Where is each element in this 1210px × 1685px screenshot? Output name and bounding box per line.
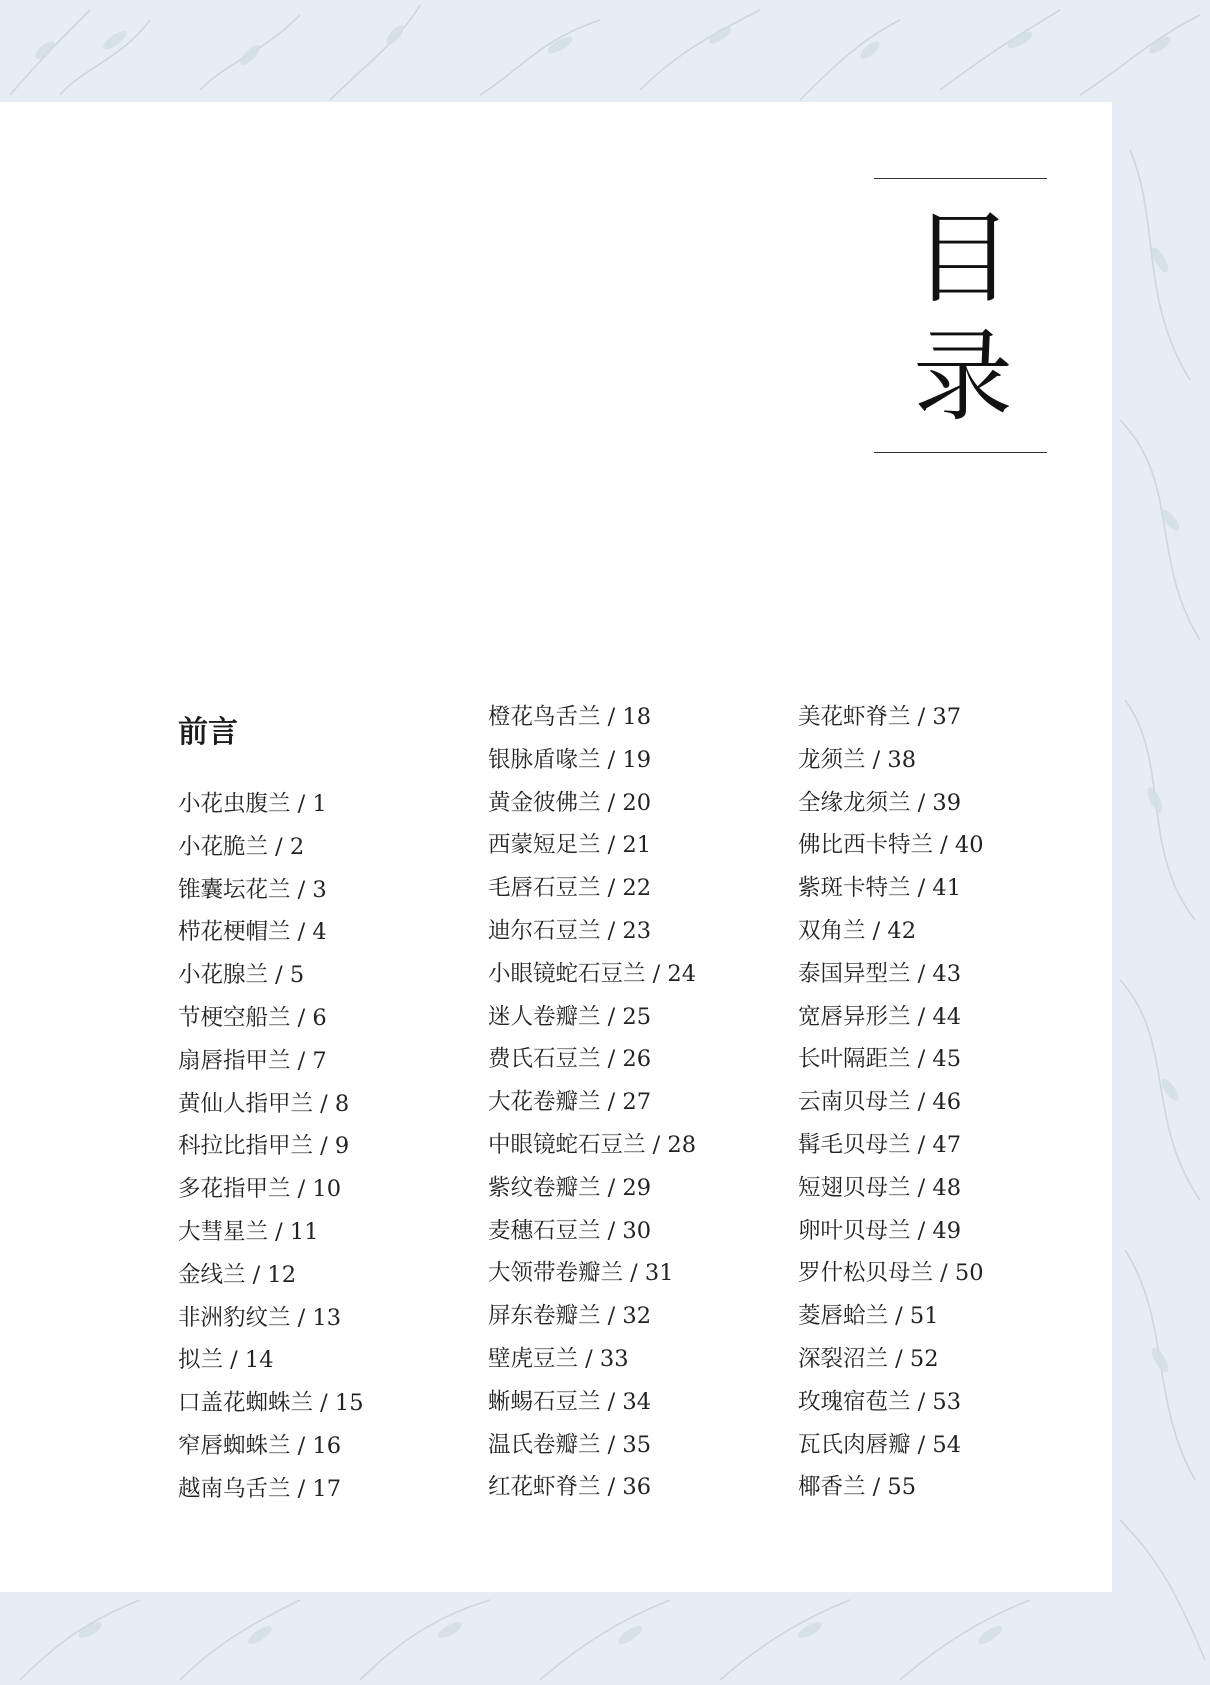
toc-entry[interactable]: 罗什松贝母兰 / 50: [798, 1260, 984, 1287]
toc-entry[interactable]: 金线兰 / 12: [178, 1261, 297, 1288]
toc-entry[interactable]: 多花指甲兰 / 10: [178, 1176, 342, 1203]
toc-entry[interactable]: 深裂沼兰 / 52: [798, 1346, 939, 1372]
toc-entry[interactable]: 大花卷瓣兰 / 27: [488, 1089, 652, 1116]
toc-entry[interactable]: 红花虾脊兰 / 36: [488, 1474, 652, 1501]
toc-entry[interactable]: 菱唇蛤兰 / 51: [798, 1303, 939, 1330]
toc-entry[interactable]: 屏东卷瓣兰 / 32: [488, 1303, 652, 1330]
toc-title-char-1: 目: [913, 200, 1013, 317]
toc-entry[interactable]: 瓦氏肉唇瓣 / 54: [798, 1431, 962, 1458]
toc-entry[interactable]: 紫斑卡特兰 / 41: [798, 875, 962, 902]
toc-entry[interactable]: 温氏卷瓣兰 / 35: [488, 1431, 652, 1458]
toc-entry[interactable]: 迪尔石豆兰 / 23: [488, 918, 652, 944]
toc-entry[interactable]: 椰香兰 / 55: [798, 1474, 917, 1501]
toc-entry[interactable]: 小花脆兰 / 2: [178, 833, 305, 860]
toc-entry[interactable]: 黄仙人指甲兰 / 8: [178, 1090, 350, 1117]
toc-entry[interactable]: 美花虾脊兰 / 37: [798, 704, 962, 730]
toc-entry[interactable]: 中眼镜蛇石豆兰 / 28: [488, 1132, 697, 1158]
toc-entry[interactable]: 黄金彼佛兰 / 20: [488, 789, 652, 816]
toc-entry[interactable]: 长叶隔距兰 / 45: [798, 1046, 962, 1073]
toc-entry[interactable]: 云南贝母兰 / 46: [798, 1089, 962, 1116]
toc-entry[interactable]: 费氏石豆兰 / 26: [488, 1046, 652, 1073]
toc-entry[interactable]: 口盖花蜘蛛兰 / 15: [178, 1390, 364, 1417]
toc-entry[interactable]: 大彗星兰 / 11: [178, 1219, 319, 1245]
title-rule-bottom: [874, 452, 1047, 453]
toc-entry[interactable]: 拟兰 / 14: [178, 1347, 274, 1374]
toc-entry[interactable]: 髯毛贝母兰 / 47: [798, 1132, 962, 1158]
toc-title-block: [874, 178, 1047, 454]
toc-entry[interactable]: 佛比西卡特兰 / 40: [798, 832, 984, 859]
toc-entry[interactable]: 短翅贝母兰 / 48: [798, 1174, 962, 1201]
toc-entry[interactable]: 小花腺兰 / 5: [178, 962, 305, 989]
toc-entry[interactable]: 大领带卷瓣兰 / 31: [488, 1260, 674, 1287]
toc-page: [0, 102, 1112, 1592]
toc-entry[interactable]: 紫纹卷瓣兰 / 29: [488, 1174, 652, 1201]
toc-entry[interactable]: 龙须兰 / 38: [798, 746, 917, 773]
toc-entry[interactable]: 小花虫腹兰 / 1: [178, 791, 327, 817]
title-rule-top: [874, 178, 1047, 179]
toc-entry[interactable]: 科拉比指甲兰 / 9: [178, 1133, 350, 1160]
toc-entry[interactable]: 非洲豹纹兰 / 13: [178, 1304, 342, 1331]
toc-entry[interactable]: 栉花梗帽兰 / 4: [178, 919, 327, 946]
toc-title-char-2: 录: [913, 318, 1013, 435]
toc-entry[interactable]: 小眼镜蛇石豆兰 / 24: [488, 960, 697, 987]
toc-entry[interactable]: 全缘龙须兰 / 39: [798, 789, 962, 816]
toc-preface-heading[interactable]: 前言: [178, 715, 238, 750]
toc-entry[interactable]: 麦穗石豆兰 / 30: [488, 1217, 652, 1244]
toc-entry[interactable]: 扇唇指甲兰 / 7: [178, 1047, 327, 1074]
toc-entry[interactable]: 节梗空船兰 / 6: [178, 1005, 327, 1031]
toc-entry[interactable]: 西蒙短足兰 / 21: [488, 832, 652, 859]
toc-entry[interactable]: 越南乌舌兰 / 17: [178, 1475, 342, 1502]
toc-entry[interactable]: 双角兰 / 42: [798, 918, 917, 944]
toc-entry[interactable]: 卵叶贝母兰 / 49: [798, 1217, 962, 1244]
toc-entry[interactable]: 泰国异型兰 / 43: [798, 960, 962, 987]
toc-entry[interactable]: 锥囊坛花兰 / 3: [178, 876, 327, 903]
toc-entry[interactable]: 橙花鸟舌兰 / 18: [488, 704, 652, 730]
toc-entry[interactable]: 银脉盾喙兰 / 19: [488, 746, 652, 773]
toc-entry[interactable]: 玫瑰宿苞兰 / 53: [798, 1388, 962, 1415]
toc-entry[interactable]: 毛唇石豆兰 / 22: [488, 875, 652, 902]
toc-entry[interactable]: 迷人卷瓣兰 / 25: [488, 1003, 652, 1030]
toc-entry[interactable]: 蜥蜴石豆兰 / 34: [488, 1388, 652, 1415]
toc-entry[interactable]: 宽唇异形兰 / 44: [798, 1003, 962, 1030]
toc-entry[interactable]: 窄唇蜘蛛兰 / 16: [178, 1433, 342, 1459]
toc-entry[interactable]: 壁虎豆兰 / 33: [488, 1346, 629, 1372]
